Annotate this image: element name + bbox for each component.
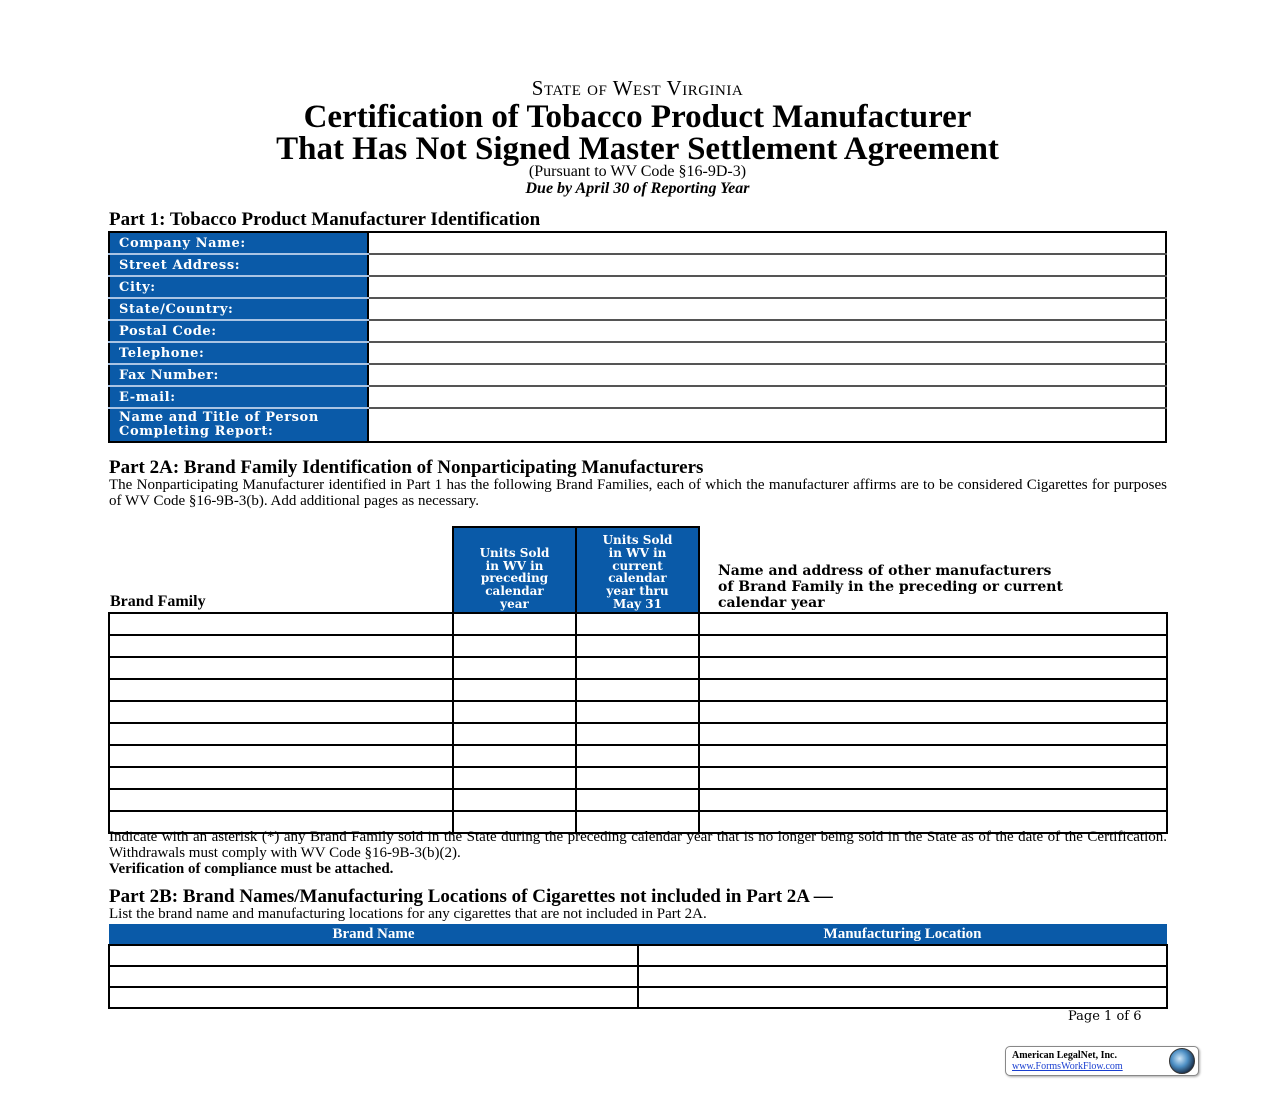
company-name-input[interactable] bbox=[369, 233, 1165, 253]
brand-name-cell[interactable] bbox=[109, 966, 638, 987]
globe-icon bbox=[1169, 1048, 1195, 1074]
other-manufacturers-input[interactable] bbox=[700, 702, 1166, 722]
street-address-field[interactable] bbox=[368, 254, 1166, 276]
units-current-input[interactable] bbox=[577, 724, 698, 744]
brand-family-cell[interactable] bbox=[109, 613, 453, 635]
units-current-cell[interactable] bbox=[576, 701, 699, 723]
company-name-field[interactable] bbox=[368, 232, 1166, 254]
field-label: State/Country: bbox=[109, 298, 368, 320]
brand-family-cell[interactable] bbox=[109, 701, 453, 723]
state-country-field[interactable] bbox=[368, 298, 1166, 320]
city-input[interactable] bbox=[369, 277, 1165, 297]
manufacturing-location-header: Manufacturing Location bbox=[638, 924, 1167, 945]
email-input[interactable] bbox=[369, 387, 1165, 407]
part2a-heading: Part 2A: Brand Family Identification of Nonparticipating Manufacturers bbox=[109, 457, 704, 478]
fax-number-field[interactable] bbox=[368, 364, 1166, 386]
units-preceding-input[interactable] bbox=[454, 768, 575, 788]
manufacturing-location-input[interactable] bbox=[639, 947, 1166, 966]
label-line: Name and Title of Person bbox=[119, 410, 319, 425]
units-current-cell[interactable] bbox=[576, 767, 699, 789]
american-legalnet-logo[interactable] bbox=[1005, 1046, 1199, 1076]
units-current-input[interactable] bbox=[577, 702, 698, 722]
units-preceding-cell[interactable] bbox=[453, 701, 576, 723]
header-line: May 31 bbox=[613, 596, 662, 611]
field-row bbox=[109, 298, 1166, 320]
table-row bbox=[109, 723, 1167, 745]
brand-family-rows bbox=[109, 613, 1167, 833]
field-row bbox=[109, 254, 1166, 276]
manufacturer-identification-table bbox=[108, 231, 1167, 443]
header-line: calendar year bbox=[718, 594, 825, 611]
table-row bbox=[109, 613, 1167, 635]
other-manufacturers-cell[interactable] bbox=[699, 657, 1167, 679]
part2b-heading: Part 2B: Brand Names/Manufacturing Locations of Cigarettes not included in Part 2A — bbox=[109, 886, 833, 907]
other-manufacturers-input[interactable] bbox=[700, 790, 1166, 810]
label-line: Completing Report: bbox=[119, 424, 274, 439]
other-manufacturers-input[interactable] bbox=[700, 746, 1166, 766]
verification-note: Verification of compliance must be attached. bbox=[109, 861, 394, 877]
units-preceding-cell[interactable] bbox=[453, 657, 576, 679]
telephone-input[interactable] bbox=[369, 343, 1165, 363]
manufacturing-location-cell[interactable] bbox=[638, 945, 1167, 966]
units-preceding-input[interactable] bbox=[454, 746, 575, 766]
brand-name-input[interactable] bbox=[110, 947, 637, 966]
brand-family-cell[interactable] bbox=[109, 789, 453, 811]
state-name: State of West Virginia bbox=[531, 76, 744, 100]
part2a-note bbox=[109, 829, 1167, 877]
other-manufacturers-input[interactable] bbox=[700, 680, 1166, 700]
field-row bbox=[109, 386, 1166, 408]
field-label: City: bbox=[109, 276, 368, 298]
field-label: Telephone: bbox=[109, 342, 368, 364]
table-row bbox=[109, 966, 1167, 987]
header-line: calendar bbox=[608, 571, 667, 586]
brand-family-input[interactable] bbox=[110, 746, 452, 766]
part2b-intro: List the brand name and manufacturing locations for any cigarettes that are not included in Part 2A. bbox=[109, 906, 707, 922]
field-label: Company Name: bbox=[109, 232, 368, 254]
brand-family-cell[interactable] bbox=[109, 657, 453, 679]
other-manufacturers-input[interactable] bbox=[700, 768, 1166, 788]
manufacturing-location-input[interactable] bbox=[639, 989, 1166, 1008]
person-name-title-input[interactable] bbox=[369, 409, 1165, 441]
logo-company-name: American LegalNet, Inc. bbox=[1012, 1050, 1117, 1061]
units-preceding-input[interactable] bbox=[454, 702, 575, 722]
units-current-input[interactable] bbox=[577, 614, 698, 634]
field-row bbox=[109, 276, 1166, 298]
units-preceding-cell[interactable] bbox=[453, 723, 576, 745]
other-manufacturers-cell[interactable] bbox=[699, 679, 1167, 701]
header-line: Name and address of other manufacturers bbox=[718, 562, 1052, 579]
email-field[interactable] bbox=[368, 386, 1166, 408]
header-line: preceding bbox=[480, 571, 549, 586]
header-row bbox=[109, 527, 1167, 613]
table-row bbox=[109, 679, 1167, 701]
units-preceding-input[interactable] bbox=[454, 724, 575, 744]
field-label: Postal Code: bbox=[109, 320, 368, 342]
due-date: Due by April 30 of Reporting Year bbox=[525, 180, 750, 197]
header-line: Units Sold bbox=[602, 533, 673, 547]
brand-name-header: Brand Name bbox=[109, 924, 638, 945]
page-number: Page 1 of 6 bbox=[1068, 1009, 1142, 1024]
other-manufacturers-header bbox=[699, 527, 1167, 613]
header-line: of Brand Family in the preceding or current bbox=[718, 578, 1063, 595]
brand-family-cell[interactable] bbox=[109, 635, 453, 657]
field-row bbox=[109, 342, 1166, 364]
units-preceding-input[interactable] bbox=[454, 658, 575, 678]
brand-family-cell[interactable] bbox=[109, 745, 453, 767]
units-preceding-cell[interactable] bbox=[453, 635, 576, 657]
table-row bbox=[109, 945, 1167, 966]
brand-family-input[interactable] bbox=[110, 636, 452, 656]
other-manufacturers-cell[interactable] bbox=[699, 613, 1167, 635]
units-preceding-input[interactable] bbox=[454, 680, 575, 700]
brand-family-input[interactable] bbox=[110, 614, 452, 634]
units-current-cell[interactable] bbox=[576, 745, 699, 767]
postal-code-input[interactable] bbox=[369, 321, 1165, 341]
units-preceding-cell[interactable] bbox=[453, 767, 576, 789]
units-current-input[interactable] bbox=[577, 658, 698, 678]
other-manufacturers-cell[interactable] bbox=[699, 701, 1167, 723]
brand-family-cell[interactable] bbox=[109, 679, 453, 701]
fax-number-input[interactable] bbox=[369, 365, 1165, 385]
table-row bbox=[109, 767, 1167, 789]
brand-name-input[interactable] bbox=[110, 989, 637, 1008]
part2a-intro: The Nonparticipating Manufacturer identified in Part 1 has the following Brand Families, each of which the manufacturer affirms are to be considered Cigarettes for purposes of WV Code §16-9B-3(b). Add additional pages as necessary. bbox=[109, 477, 1167, 509]
brand-name-input[interactable] bbox=[110, 968, 637, 987]
brand-name-cell[interactable] bbox=[109, 987, 638, 1008]
table-row bbox=[109, 657, 1167, 679]
units-current-input[interactable] bbox=[577, 680, 698, 700]
field-row bbox=[109, 364, 1166, 386]
units-current-cell[interactable] bbox=[576, 723, 699, 745]
field-row bbox=[109, 408, 1166, 442]
street-address-input[interactable] bbox=[369, 255, 1165, 275]
units-current-input[interactable] bbox=[577, 768, 698, 788]
brand-family-cell[interactable] bbox=[109, 723, 453, 745]
field-row bbox=[109, 320, 1166, 342]
units-preceding-cell[interactable] bbox=[453, 789, 576, 811]
units-current-header bbox=[576, 527, 699, 613]
units-current-input[interactable] bbox=[577, 636, 698, 656]
other-manufacturers-cell[interactable] bbox=[699, 723, 1167, 745]
form-title-line2: That Has Not Signed Master Settlement Agreement bbox=[276, 131, 999, 167]
units-preceding-input[interactable] bbox=[454, 614, 575, 634]
field-label bbox=[109, 408, 368, 442]
brand-family-input[interactable] bbox=[110, 680, 452, 700]
brand-family-table bbox=[108, 526, 1168, 834]
units-preceding-input[interactable] bbox=[454, 636, 575, 656]
brand-family-input[interactable] bbox=[110, 724, 452, 744]
other-manufacturers-input[interactable] bbox=[700, 614, 1166, 634]
person-name-title-field[interactable] bbox=[368, 408, 1166, 442]
field-label: Fax Number: bbox=[109, 364, 368, 386]
header-line: in WV in bbox=[485, 558, 544, 573]
brand-family-input[interactable] bbox=[110, 790, 452, 810]
header-line: current bbox=[612, 558, 663, 573]
table-row bbox=[109, 701, 1167, 723]
other-manufacturers-cell[interactable] bbox=[699, 745, 1167, 767]
brand-family-input[interactable] bbox=[110, 702, 452, 722]
form-title-line1: Certification of Tobacco Product Manufacturer bbox=[303, 99, 972, 135]
units-preceding-cell[interactable] bbox=[453, 745, 576, 767]
brand-names-locations-table bbox=[108, 924, 1168, 1009]
telephone-field[interactable] bbox=[368, 342, 1166, 364]
other-manufacturers-input[interactable] bbox=[700, 658, 1166, 678]
table-row bbox=[109, 987, 1167, 1008]
manufacturing-location-cell[interactable] bbox=[638, 966, 1167, 987]
brand-family-cell[interactable] bbox=[109, 767, 453, 789]
field-label: Street Address: bbox=[109, 254, 368, 276]
header-line: year bbox=[500, 596, 529, 611]
table-row bbox=[109, 745, 1167, 767]
units-preceding-cell[interactable] bbox=[453, 613, 576, 635]
units-current-input[interactable] bbox=[577, 746, 698, 766]
manufacturing-location-input[interactable] bbox=[639, 968, 1166, 987]
table-row bbox=[109, 635, 1167, 657]
pursuant-citation: (Pursuant to WV Code §16-9D-3) bbox=[528, 163, 747, 180]
units-current-cell[interactable] bbox=[576, 613, 699, 635]
table-row bbox=[109, 789, 1167, 811]
header-line: year thru bbox=[606, 584, 669, 599]
state-country-input[interactable] bbox=[369, 299, 1165, 319]
units-preceding-cell[interactable] bbox=[453, 679, 576, 701]
header-line: Units Sold bbox=[479, 545, 550, 560]
brand-family-header: Brand Family bbox=[110, 592, 206, 610]
city-field[interactable] bbox=[368, 276, 1166, 298]
other-manufacturers-cell[interactable] bbox=[699, 789, 1167, 811]
brand-name-rows bbox=[109, 945, 1167, 1008]
units-current-cell[interactable] bbox=[576, 657, 699, 679]
manufacturing-location-cell[interactable] bbox=[638, 987, 1167, 1008]
units-current-cell[interactable] bbox=[576, 635, 699, 657]
field-label: E-mail: bbox=[109, 386, 368, 408]
units-current-input[interactable] bbox=[577, 790, 698, 810]
other-manufacturers-input[interactable] bbox=[700, 636, 1166, 656]
units-preceding-header bbox=[453, 527, 576, 613]
header-line: in WV in bbox=[608, 545, 667, 560]
header-line: calendar bbox=[485, 584, 544, 599]
header-row bbox=[109, 924, 1167, 945]
postal-code-field[interactable] bbox=[368, 320, 1166, 342]
brand-family-input[interactable] bbox=[110, 658, 452, 678]
brand-family-input[interactable] bbox=[110, 768, 452, 788]
part1-heading: Part 1: Tobacco Product Manufacturer Identification bbox=[109, 209, 541, 230]
logo-website-link[interactable]: www.FormsWorkFlow.com bbox=[1012, 1061, 1123, 1072]
units-current-cell[interactable] bbox=[576, 789, 699, 811]
other-manufacturers-cell[interactable] bbox=[699, 635, 1167, 657]
brand-name-cell[interactable] bbox=[109, 945, 638, 966]
other-manufacturers-input[interactable] bbox=[700, 724, 1166, 744]
withdrawal-note: Indicate with an asterisk (*) any Brand Family sold in the State during the preceding calendar year that is no longer being sold in the State as of the date of the Certification. Withdrawals must comply with WV Code §16-9B-3(b)(2). bbox=[109, 829, 1167, 861]
field-row bbox=[109, 232, 1166, 254]
units-preceding-input[interactable] bbox=[454, 790, 575, 810]
other-manufacturers-cell[interactable] bbox=[699, 767, 1167, 789]
units-current-cell[interactable] bbox=[576, 679, 699, 701]
